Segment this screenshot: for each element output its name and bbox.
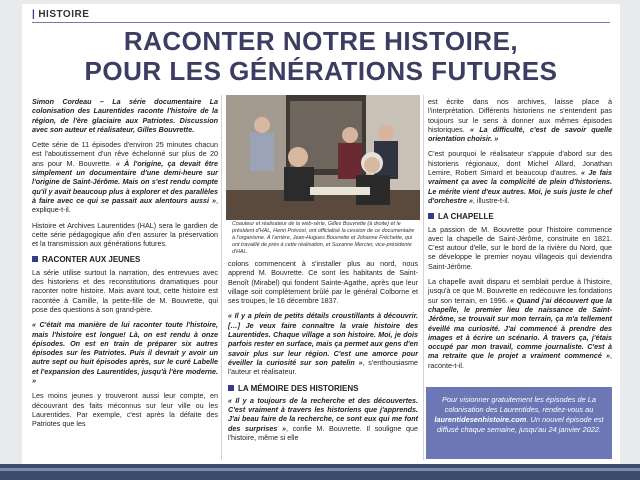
paragraph [32, 140, 218, 214]
text-run: C'est pourquoi le réalisateur s'appuie d'abord sur des historiens régionaux, dont Michel Allard, Jonathan Lemire, Robert Simard et beaucoup d'autres. [428, 149, 612, 178]
subheading-memoire [228, 384, 418, 393]
subheading-text: LA CHAPELLE [438, 212, 494, 222]
promo-site-link[interactable]: laurentidesenhistoire.com [434, 415, 527, 424]
text-run: , raconte-t-il. [428, 351, 612, 370]
quote-run: « À l'origine, ça devait être simplement un documentaire d'une demi-heure sur l'origine de Saint-Jérôme. Mais on s'est rendu compte qu'il y avait beaucoup plus à explorer et des parallèles à faire avec ce qui se passait aux alentours aussi » [32, 158, 218, 205]
paragraph [228, 396, 418, 442]
paragraph: Histoire et Archives Laurentides (HAL) sera le gardien de cette série pédagogique afin d'en assurer la préservation et la transmission aux générations futures. [32, 220, 218, 249]
article-photo [226, 95, 420, 220]
headline-line-2: POUR LES GÉNÉRATIONS FUTURES [84, 56, 558, 86]
paragraph [428, 277, 612, 370]
text-run: , explique-t-il. [32, 195, 218, 215]
column-1 [32, 97, 218, 435]
section-label: | HISTOIRE [32, 9, 90, 20]
square-bullet-icon [228, 385, 234, 391]
photo-caption: Coauteur et réalisateur de la web-série, Gilles Bouvrette (à droite) et le président d'HAL, Henri Prévost, ont officialisé la cession de ce documentaire à l'organisme. À l'arrière, Jean-Hugues Bouvrette et Johanne Fréchette, qui ont travaillé de près à cette réalisation, et Suzanne Mercier, vice-présidente d'HAL. [232, 221, 415, 255]
column-3 [428, 97, 612, 376]
subheading-raconter [32, 255, 218, 264]
subheading-chapelle [428, 212, 612, 221]
paragraph [428, 149, 612, 205]
photo-illustration [226, 95, 420, 220]
paragraph: La passion de M. Bouvrette pour l'histoire commence avec la chapelle de Saint-Jérôme, construite en 1821. C'est autour d'elle, sur le bord de la rivière du Nord, que se développe le premier noyau villageois qui deviendra Saint-Jérôme. [428, 224, 612, 271]
text-run: Cette série de 11 épisodes d'environ 25 minutes chacun est l'aboutissement d'un rêve échelonné sur plus de 20 ans pour M. Bouvrette. [32, 140, 218, 168]
column-divider [423, 95, 424, 460]
square-bullet-icon [428, 213, 434, 219]
paragraph: colons commencent à s'installer plus au nord, nous apprend M. Bouvrette. Ce sont les habitants de Saint-Benoît (Mirabel) qui fondent Sainte-Agathe, après que leur village soit complètement brûlé par le général Colborne et ses troupes, le 16 décembre 1837. [228, 259, 418, 306]
paragraph [228, 311, 418, 376]
quote-run: « Il y a toujours de la recherche et des découvertes. C'est vraiment à travers les historiens que j'apprends. J'ai beau faire de la recherche, ce sont eux qui me font des surprises » [228, 395, 418, 433]
lead-paragraph: Simon Cordeau – La série documentaire La colonisation des Laurentides raconte l'histoire de la région, de l'ère glaciaire aux Patriotes. Discussion avec son auteur et réalisateur, Gilles Bouvrette. [32, 97, 218, 134]
quote-paragraph: « C'était ma manière de lui raconter toute l'histoire, mais l'histoire est longue! Là, on est rendu à onze épisodes. On est en train de préparer six autres épisodes sur les Patriotes. Puis il devrait y avoir un autre sept ou huit épisodes après, sur le curé Labelle et l'expansion des Laurentides, jusqu'à l'ère moderne. » [32, 320, 218, 386]
promo-text: Pour visionner gratuitement les épisodes de La colonisation des Laurentides, rendez-vous au [441, 395, 597, 414]
text-run: , illustre-t-il. [472, 195, 510, 205]
subheading-text: RACONTER AUX JEUNES [42, 255, 141, 265]
paragraph: La série utilise surtout la narration, des entrevues avec des historiens et des reconstitutions dramatiques pour raconter notre histoire. Mais avant tout, cette histoire est racontée à Camille, la petite-fille de M. Bouvrette, qui pose des questions à son grand-père. [32, 267, 218, 314]
article-page [22, 4, 620, 464]
section-text: HISTOIRE [38, 9, 90, 20]
border-texture [0, 468, 640, 471]
column-divider [221, 95, 222, 460]
promo-text: . Un nouvel épisode est diffusé chaque semaine, jusqu'au 24 janvier 2022. [436, 415, 604, 434]
section-bar [32, 10, 610, 23]
square-bullet-icon [32, 256, 38, 262]
text-run: , s'enthousiasme l'auteur et réalisateur. [228, 357, 418, 377]
paragraph [428, 97, 612, 143]
text-run: est écrite dans nos archives, laisse place à l'interprétation. Différents historiens ne s'entendent pas toujours sur le sens à donner aux mêmes épisodes historiques. [428, 97, 612, 134]
subheading-text: LA MÉMOIRE DES HISTORIENS [238, 383, 359, 393]
promo-box [426, 387, 612, 459]
text-run: La chapelle avait disparu et semblait perdue à l'histoire, jusqu'à ce que M. Bouvrette en redécouvre les fondations sur son terrain, en 1996. [428, 277, 612, 305]
quote-run: « Je fais vraiment ça avec la complicité de plein d'historiens. Le mérite vient d'eux autres. Moi, je suis juste le chef d'orchestre » [428, 168, 613, 205]
text-run: , confie M. Bouvrette. Il souligne que l'histoire, même si elle [228, 423, 418, 443]
bottom-border [0, 464, 640, 480]
headline-line-1: RACONTER NOTRE HISTOIRE, [123, 26, 519, 56]
quote-run: « La difficulté, c'est de savoir quelle orientation choisir. » [428, 124, 612, 144]
quote-run: « Quand j'ai découvert que la chapelle, le premier lieu de naissance de Saint-Jérôme, se trouvait sur mon terrain, ça m'a tellement éveillé ma curiosité. J'ai commencé à prendre des images et à écrire un scénario. À travers ça, j'étais occupé par mon travail, comme journaliste. C'est à ma retraite que le projet a vraiment commencé » [428, 295, 612, 361]
paragraph: Les moins jeunes y trouveront aussi leur compte, en découvrant des faits méconnus sur leur ville ou les Laurentides. Par exemple, c'est après la défaite des Patriotes que les [32, 391, 218, 429]
quote-run: « Il y a plein de petits détails croustillants à découvrir. […] Je veux faire connaître la vraie histoire des Laurentides. Chaque village a son histoire. Moi, je dois parfois rester en surface, mais ça permet aux gens d'en savoir plus sur leur région. C'est une amorce pour éveiller la curiosité sur son patelin » [228, 311, 418, 367]
column-2 [228, 259, 418, 448]
